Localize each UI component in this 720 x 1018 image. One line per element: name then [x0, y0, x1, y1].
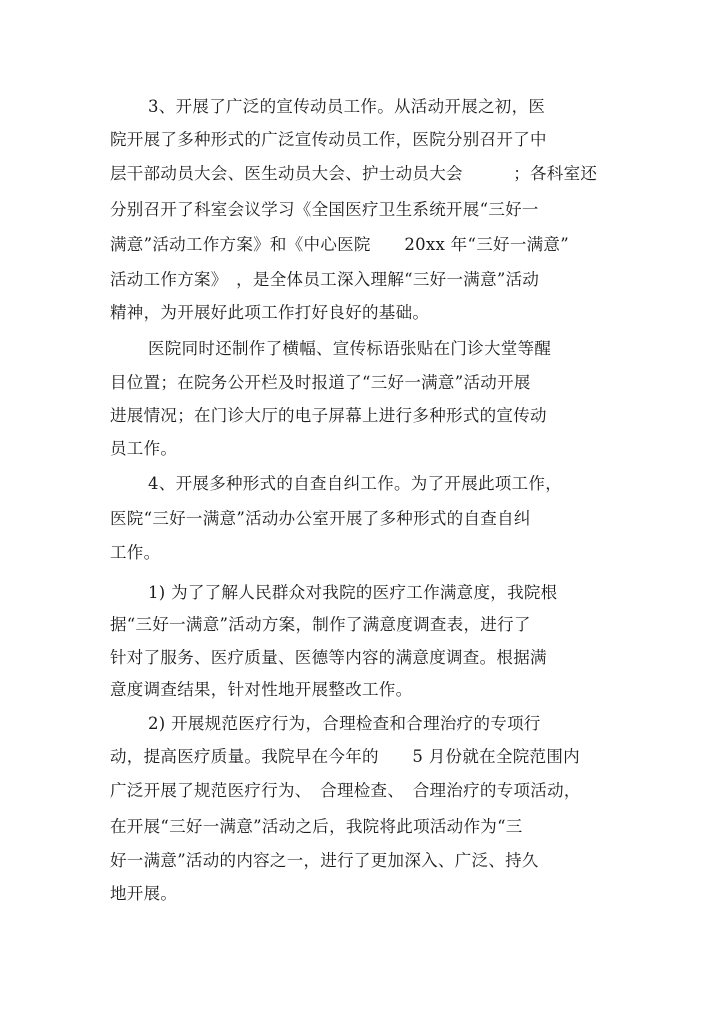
paragraph-1-line-5: 满意”活动工作方案》和《中心医院 20xx 年“三好一满意”	[110, 235, 569, 254]
paragraph-4-line-4: 意度调查结果，针对性地开展整改工作。	[110, 680, 413, 699]
paragraph-1-line-2: 院开展了多种形式的广泛宣传动员工作，医院分别召开了中	[110, 130, 547, 149]
paragraph-4-line-1: 1) 为了了解人民群众对我院的医疗工作满意度，我院根	[148, 583, 558, 602]
paragraph-1-line-3: 层干部动员大会、医生动员大会、护士动员大会 ；各科室还	[110, 164, 598, 183]
paragraph-4-line-3: 针对了服务、医疗质量、医德等内容的满意度调查。根据满	[110, 648, 547, 667]
paragraph-5-line-1: 2) 开展规范医疗行为，合理检查和合理治疗的专项行	[148, 714, 541, 733]
paragraph-4-line-2: 据“三好一满意”活动方案，制作了满意度调查表，进行了	[110, 615, 531, 634]
paragraph-2-line-1: 医院同时还制作了横幅、宣传标语张贴在门诊大堂等醒	[148, 339, 552, 358]
paragraph-5-line-2: 动，提高医疗质量。我院早在今年的 5 月份就在全院范围内	[110, 747, 580, 766]
paragraph-1-line-1: 3、开展了广泛的宣传动员工作。从活动开展之初，医	[148, 97, 546, 116]
paragraph-1-line-6: 活动工作方案》 ，是全体员工深入理解“三好一满意”活动	[110, 270, 540, 289]
paragraph-3-line-3: 工作。	[110, 543, 161, 562]
paragraph-3-line-1: 4、开展多种形式的自查自纠工作。为了开展此项工作，	[148, 474, 562, 493]
paragraph-5-line-3: 广泛开展了规范医疗行为、 合理检查、 合理治疗的专项活动，	[110, 781, 581, 800]
paragraph-5-line-5: 好一满意”活动的内容之一，进行了更加深入、广泛、持久	[110, 851, 539, 870]
paragraph-5-line-6: 地开展。	[110, 884, 178, 903]
paragraph-1-line-4: 分别召开了科室会议学习《全国医疗卫生系统开展“三好一	[110, 200, 539, 219]
paragraph-5-line-4: 在开展“三好一满意”活动之后，我院将此项活动作为“三	[110, 817, 523, 836]
paragraph-2-line-2: 目位置；在院务公开栏及时报道了“三好一满意”活动开展	[110, 373, 531, 392]
paragraph-1-line-7: 精神，为开展好此项工作打好良好的基础。	[110, 303, 430, 322]
paragraph-2-line-3: 进展情况；在门诊大厅的电子屏幕上进行多种形式的宣传动	[110, 406, 547, 425]
paragraph-2-line-4: 员工作。	[110, 439, 178, 458]
paragraph-3-line-2: 医院“三好一满意”活动办公室开展了多种形式的自查自纠	[110, 509, 531, 528]
